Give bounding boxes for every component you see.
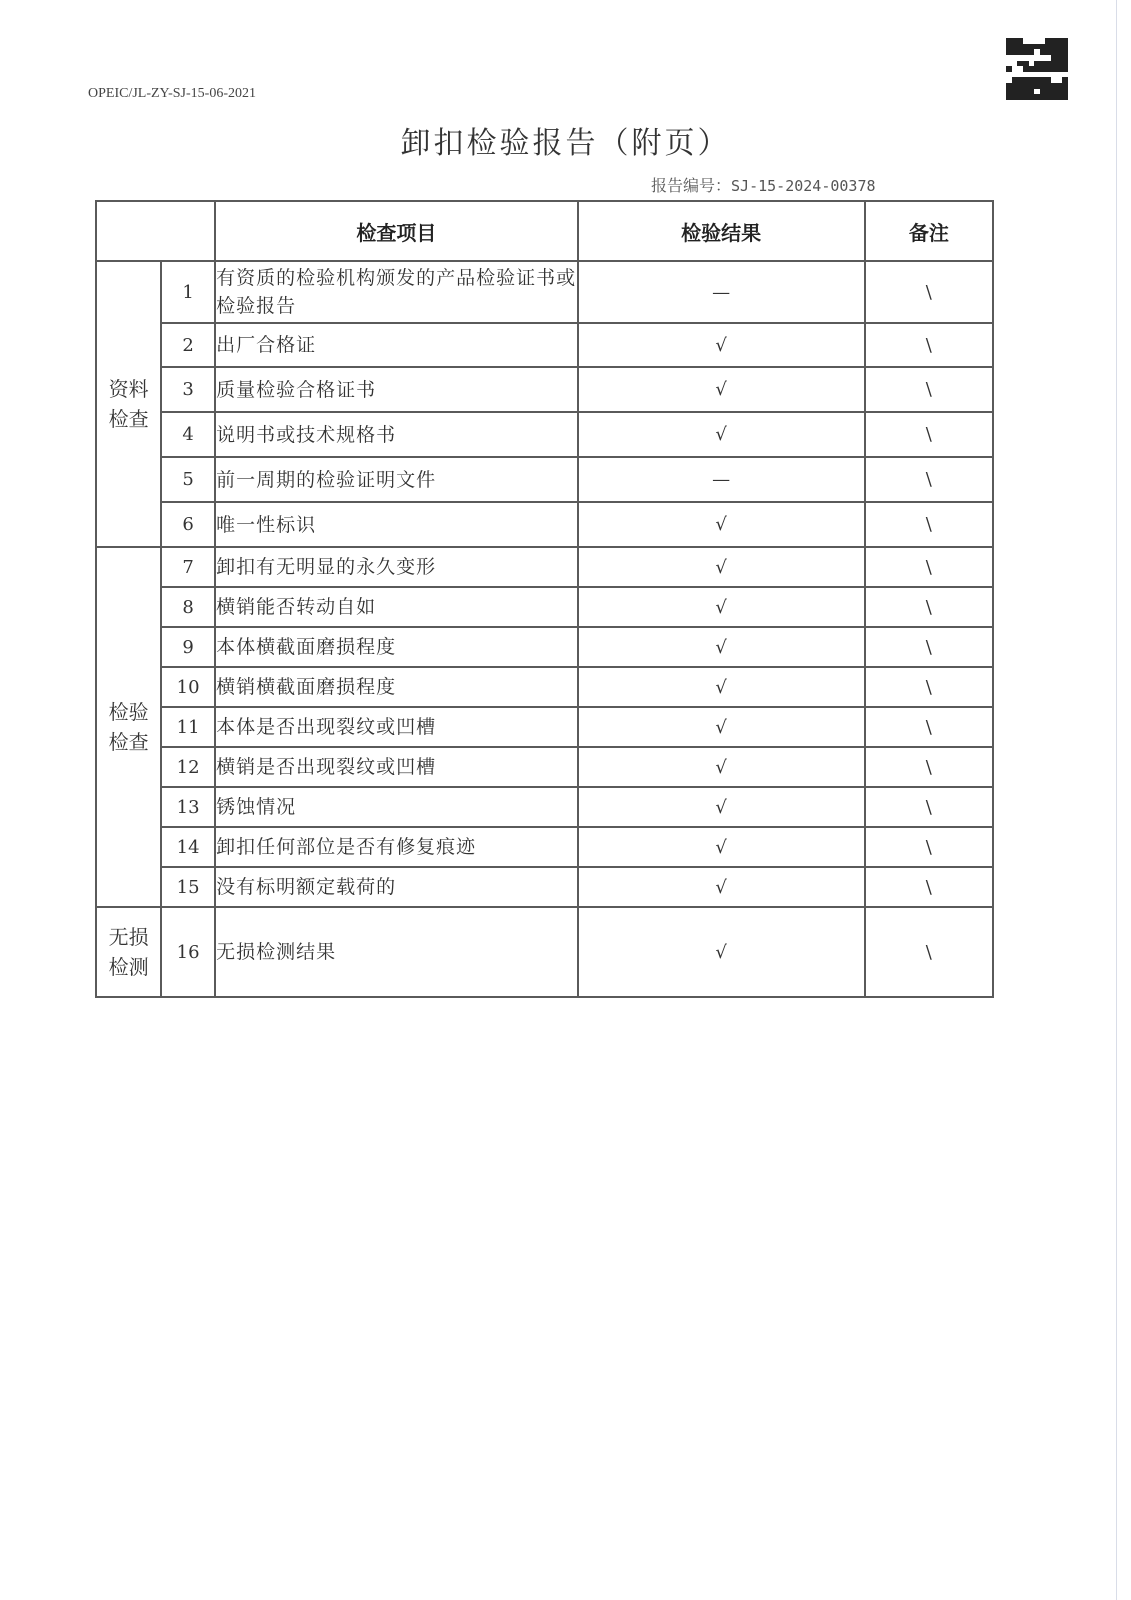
row-result: √ xyxy=(578,867,865,907)
row-note: \ xyxy=(865,367,993,412)
row-result: √ xyxy=(578,827,865,867)
row-note: \ xyxy=(865,827,993,867)
row-item: 横销能否转动自如 xyxy=(215,587,577,627)
row-number: 12 xyxy=(161,747,215,787)
header-note: 备注 xyxy=(865,201,993,261)
table-row xyxy=(96,587,993,627)
row-item: 说明书或技术规格书 xyxy=(215,412,577,457)
row-note: \ xyxy=(865,747,993,787)
header-result: 检验结果 xyxy=(578,201,865,261)
table-row xyxy=(96,627,993,667)
row-note: \ xyxy=(865,907,993,997)
row-item: 出厂合格证 xyxy=(215,323,577,367)
row-number: 2 xyxy=(161,323,215,367)
row-number: 5 xyxy=(161,457,215,502)
row-item: 本体横截面磨损程度 xyxy=(215,627,577,667)
table-row xyxy=(96,547,993,587)
table-row xyxy=(96,367,993,412)
table-row xyxy=(96,502,993,547)
row-result: √ xyxy=(578,367,865,412)
row-result: √ xyxy=(578,627,865,667)
row-note: \ xyxy=(865,412,993,457)
row-number: 7 xyxy=(161,547,215,587)
row-item: 横销是否出现裂纹或凹槽 xyxy=(215,747,577,787)
row-number: 10 xyxy=(161,667,215,707)
row-note: \ xyxy=(865,587,993,627)
row-result: √ xyxy=(578,323,865,367)
category-inspection xyxy=(96,547,161,907)
table-row xyxy=(96,787,993,827)
table-row xyxy=(96,827,993,867)
inspection-table xyxy=(95,200,994,998)
report-number-value: SJ-15-2024-00378 xyxy=(731,177,876,195)
row-note: \ xyxy=(865,707,993,747)
row-note: \ xyxy=(865,547,993,587)
table-row xyxy=(96,907,993,997)
category-label: 无损检测 xyxy=(108,925,149,979)
row-result: √ xyxy=(578,707,865,747)
row-number: 8 xyxy=(161,587,215,627)
row-item: 唯一性标识 xyxy=(215,502,577,547)
row-number: 1 xyxy=(161,261,215,323)
table-row xyxy=(96,323,993,367)
table-row xyxy=(96,747,993,787)
table-row xyxy=(96,261,993,323)
row-number: 13 xyxy=(161,787,215,827)
row-number: 15 xyxy=(161,867,215,907)
row-number: 3 xyxy=(161,367,215,412)
table-row xyxy=(96,867,993,907)
row-result: √ xyxy=(578,587,865,627)
page-edge xyxy=(1116,0,1117,1600)
report-number xyxy=(651,173,876,196)
row-result: — xyxy=(578,457,865,502)
row-note: \ xyxy=(865,667,993,707)
row-item: 没有标明额定载荷的 xyxy=(215,867,577,907)
category-ndt xyxy=(96,907,161,997)
table-row xyxy=(96,707,993,747)
row-result: √ xyxy=(578,747,865,787)
category-material xyxy=(96,261,161,547)
row-number: 6 xyxy=(161,502,215,547)
category-label: 资料检查 xyxy=(108,377,149,431)
header-item: 检查项目 xyxy=(215,201,577,261)
page-title: 卸扣检验报告（附页） xyxy=(400,126,731,161)
row-note: \ xyxy=(865,787,993,827)
row-note: \ xyxy=(865,457,993,502)
row-item: 本体是否出现裂纹或凹槽 xyxy=(215,707,577,747)
category-label: 检验检查 xyxy=(108,700,149,754)
row-number: 4 xyxy=(161,412,215,457)
header-blank xyxy=(96,201,215,261)
row-number: 11 xyxy=(161,707,215,747)
row-note: \ xyxy=(865,261,993,323)
row-result: √ xyxy=(578,502,865,547)
row-note: \ xyxy=(865,867,993,907)
qr-code-icon xyxy=(1006,38,1068,100)
row-item: 无损检测结果 xyxy=(215,907,577,997)
row-item: 卸扣任何部位是否有修复痕迹 xyxy=(215,827,577,867)
row-note: \ xyxy=(865,502,993,547)
row-item: 锈蚀情况 xyxy=(215,787,577,827)
row-note: \ xyxy=(865,627,993,667)
row-result: — xyxy=(578,261,865,323)
row-result: √ xyxy=(578,667,865,707)
row-number: 14 xyxy=(161,827,215,867)
table-header-row xyxy=(96,201,993,261)
row-item: 前一周期的检验证明文件 xyxy=(215,457,577,502)
row-result: √ xyxy=(578,412,865,457)
row-item: 质量检验合格证书 xyxy=(215,367,577,412)
row-item: 横销横截面磨损程度 xyxy=(215,667,577,707)
row-number: 16 xyxy=(161,907,215,997)
row-result: √ xyxy=(578,787,865,827)
row-note: \ xyxy=(865,323,993,367)
table-row xyxy=(96,412,993,457)
row-result: √ xyxy=(578,907,865,997)
table-row xyxy=(96,457,993,502)
row-number: 9 xyxy=(161,627,215,667)
row-item: 有资质的检验机构颁发的产品检验证书或检验报告 xyxy=(215,261,577,323)
report-number-label: 报告编号： xyxy=(651,176,732,195)
row-item: 卸扣有无明显的永久变形 xyxy=(215,547,577,587)
document-code: OPEIC/JL-ZY-SJ-15-06-2021 xyxy=(88,86,256,101)
table-row xyxy=(96,667,993,707)
row-result: √ xyxy=(578,547,865,587)
